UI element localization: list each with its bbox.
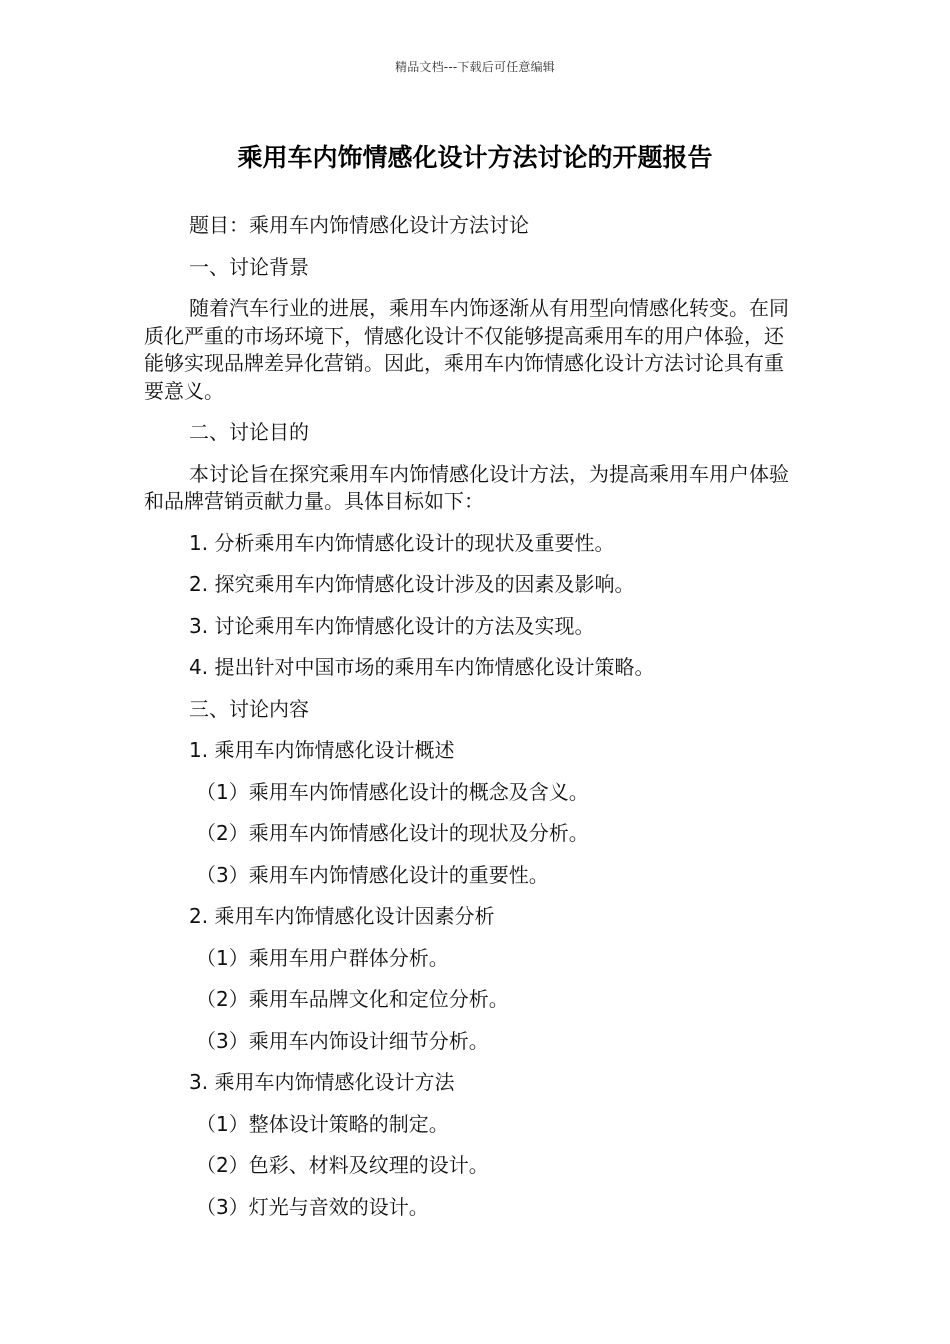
- goal-item: 2. 探究乘用车内饰情感化设计涉及的因素及影响。: [189, 572, 635, 596]
- content-sub-item: （1）整体设计策略的制定。: [196, 1111, 449, 1136]
- section-heading-background: 一、讨论背景: [189, 254, 309, 279]
- content-sub-item: （1）乘用车内饰情感化设计的概念及含义。: [196, 779, 589, 804]
- document-title: 乘用车内饰情感化设计方法讨论的开题报告: [237, 143, 713, 172]
- content-sub-item: （3）乘用车内饰情感化设计的重要性。: [196, 862, 549, 887]
- background-paragraph: 随着汽车行业的进展，乘用车内饰逐渐从有用型向情感化转变。在同质化严重的市场环境下，情感化设计不仅能够提高乘用车的用户体验，还能够实现品牌差异化营销。因此，乘用车内饰情感化设计方法讨论具有重要意义。: [144, 296, 789, 403]
- content-sub-item: （3）乘用车内饰设计细节分析。: [196, 1028, 489, 1053]
- content-sub-item: （2）乘用车品牌文化和定位分析。: [196, 987, 509, 1011]
- page-header: 精品文档---下载后可任意编辑: [395, 60, 555, 74]
- section-heading-content: 三、讨论内容: [189, 696, 309, 721]
- document-body: [144, 212, 794, 1235]
- content-part-title: 1. 乘用车内饰情感化设计概述: [189, 738, 455, 762]
- purpose-paragraph: 本讨论旨在探究乘用车内饰情感化设计方法，为提高乘用车用户体验和品牌营销贡献力量。具体目标如下：: [144, 461, 789, 513]
- goal-item: 3. 讨论乘用车内饰情感化设计的方法及实现。: [189, 613, 595, 638]
- content-sub-item: （2）乘用车内饰情感化设计的现状及分析。: [196, 821, 589, 845]
- content-sub-item: （2）色彩、材料及纹理的设计。: [196, 1153, 489, 1177]
- content-part-title: 2. 乘用车内饰情感化设计因素分析: [189, 904, 495, 928]
- section-heading-purpose: 二、讨论目的: [189, 420, 309, 444]
- topic-line: 题目：乘用车内饰情感化设计方法讨论: [189, 213, 529, 237]
- goal-item: 4. 提出针对中国市场的乘用车内饰情感化设计策略。: [189, 655, 655, 679]
- content-sub-item: （1）乘用车用户群体分析。: [196, 945, 449, 970]
- goal-item: 1. 分析乘用车内饰情感化设计的现状及重要性。: [189, 530, 615, 555]
- content-sub-item: （3）灯光与音效的设计。: [196, 1194, 429, 1219]
- content-part-title: 3. 乘用车内饰情感化设计方法: [189, 1070, 455, 1094]
